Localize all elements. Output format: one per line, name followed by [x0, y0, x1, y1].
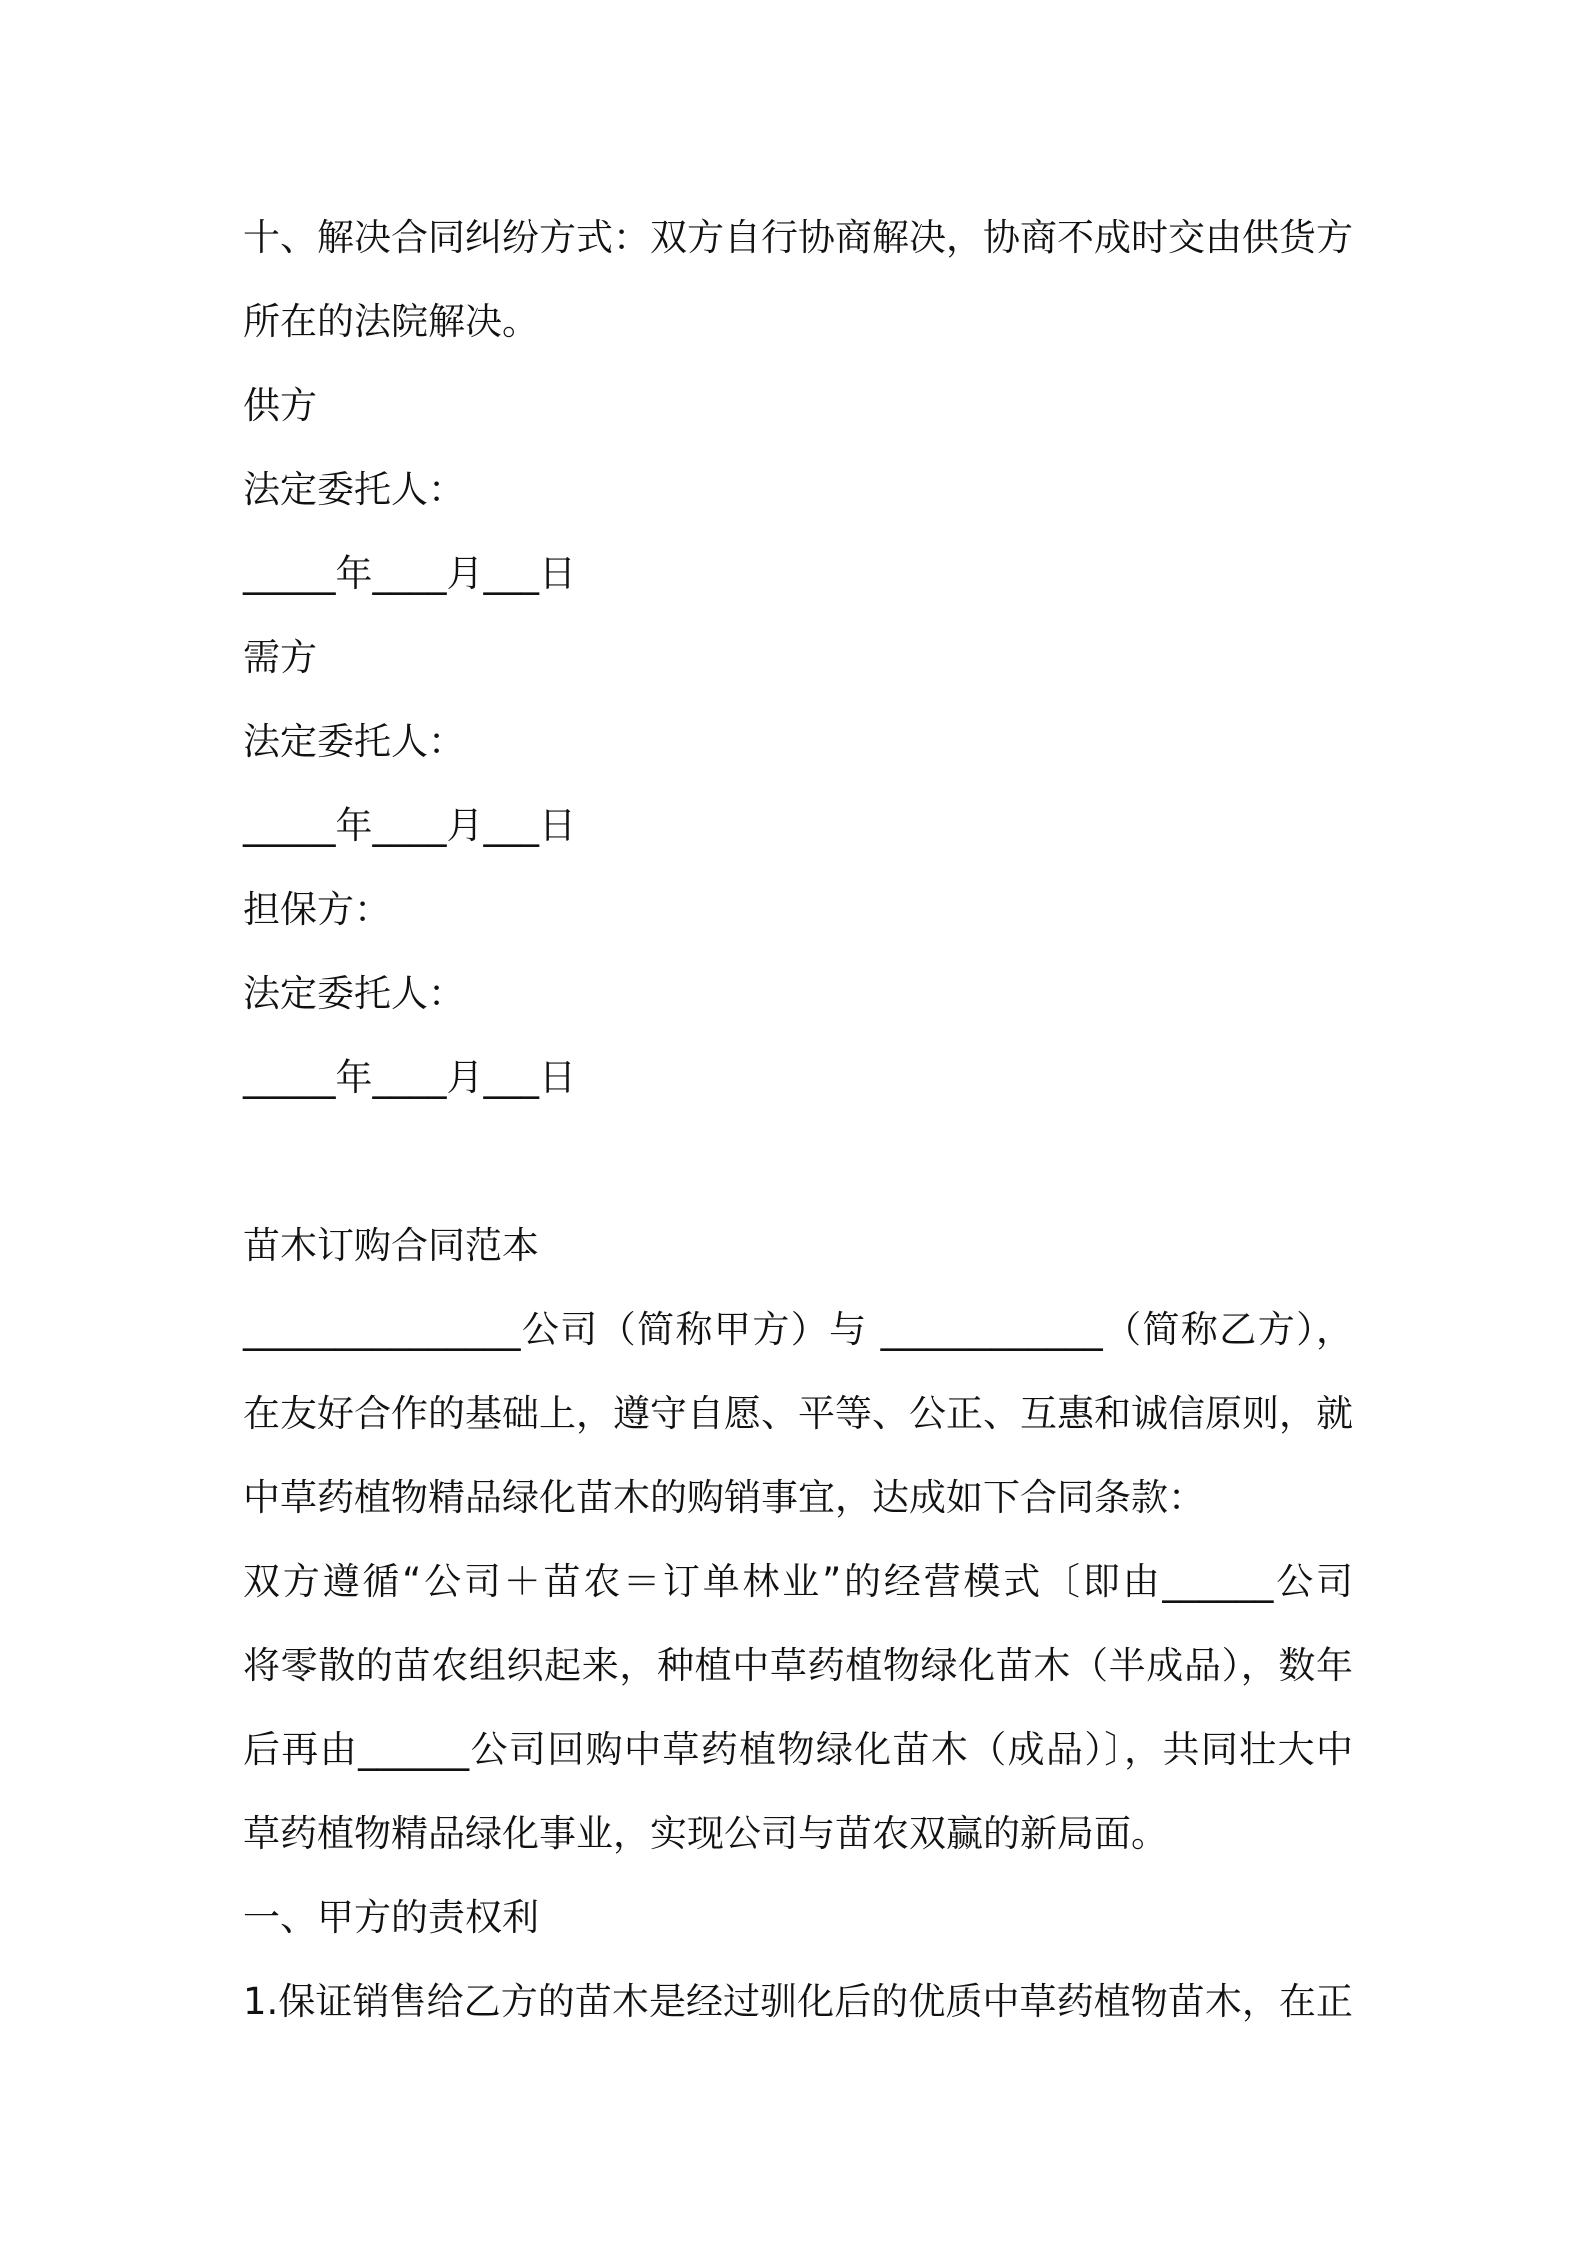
buyer-label: 需方 [243, 636, 317, 679]
buyer-delegate: 法定委托人： [243, 720, 465, 763]
intro-line-2: 在友好合作的基础上，遵守自愿、平等、公正、互惠和诚信原则，就 [243, 1392, 1353, 1435]
guarantor-date: _____年____月___日 [243, 1056, 576, 1099]
model-line-2: 将零散的苗农组织起来，种植中草药植物绿化苗木（半成品），数年 [243, 1644, 1353, 1687]
document-body [243, 196, 1353, 2044]
section-spacer [243, 1120, 1353, 1204]
party-a-heading: 一、甲方的责权利 [243, 1896, 539, 1939]
buyer-date: _____年____月___日 [243, 804, 576, 847]
model-line-1: 双方遵循“公司＋苗农＝订单林业”的经营模式〔即由______公司 [243, 1560, 1353, 1603]
supplier-label: 供方 [243, 384, 317, 427]
section-ten-line-2: 所在的法院解决。 [243, 300, 539, 343]
intro-line-3: 中草药植物精品绿化苗木的购销事宜，达成如下合同条款： [243, 1476, 1205, 1519]
contract-title: 苗木订购合同范本 [243, 1224, 539, 1267]
model-line-3: 后再由______公司回购中草药植物绿化苗木（成品）〕，共同壮大中 [243, 1728, 1353, 1771]
supplier-delegate: 法定委托人： [243, 468, 465, 511]
intro-line-1: _______________公司（简称甲方）与 ____________（简称乙方）， [243, 1308, 1353, 1351]
supplier-date: _____年____月___日 [243, 552, 576, 595]
model-line-4: 草药植物精品绿化事业，实现公司与苗农双赢的新局面。 [243, 1812, 1168, 1855]
guarantor-delegate: 法定委托人： [243, 972, 465, 1015]
section-ten-line-1: 十、解决合同纠纷方式：双方自行协商解决，协商不成时交由供货方 [243, 216, 1353, 259]
party-a-item-1: 1.保证销售给乙方的苗木是经过驯化后的优质中草药植物苗木，在正 [243, 1980, 1353, 2023]
guarantor-label: 担保方： [243, 888, 391, 931]
